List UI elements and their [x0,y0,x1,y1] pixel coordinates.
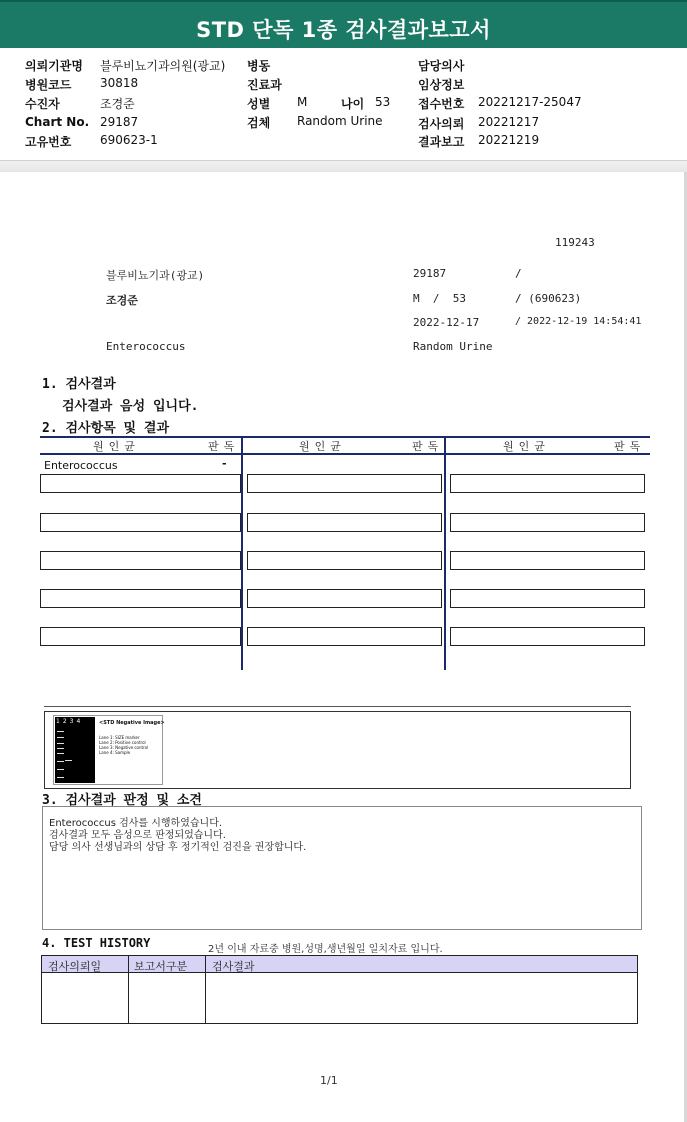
image-divider [44,706,631,707]
section1-summary: 검사결과 음성 입니다. [62,399,199,414]
gel-image [53,715,163,785]
finding-line: Enterococcus 검사를 시행하였습니다. [49,818,223,829]
patient-label: 수진자 [25,97,60,111]
grid-col-divider [444,436,446,670]
age-value: 53 [375,95,391,109]
result-cell [450,513,645,532]
gel-lane-label: Lane 3: Negative control [99,745,149,750]
col-result-header: 판독 [614,440,646,453]
history-header-row [42,956,637,973]
info-chart-no: 29187 [413,267,447,280]
col-organism-header: 원인균 [503,440,550,453]
header-divider [0,160,687,172]
history-col-type: 보고서구분 [134,960,188,973]
report-date-value: 20221219 [478,133,540,147]
info-slash: / [515,267,522,280]
result-cell [247,627,442,646]
info-request-date: 2022-12-17 [413,316,480,329]
finding-line: 검사결과 모두 음성으로 판정되었습니다. [49,830,226,841]
result-cell [40,589,241,608]
sex-label: 성별 [247,97,271,111]
history-col-result: 검사결과 [212,960,255,973]
section2-title: 2. 검사항목 및 결과 [42,421,170,436]
result-cell [247,474,442,493]
unique-no-value: 690623-1 [100,133,158,147]
dept-label: 진료과 [247,78,282,92]
patient-value: 조경준 [100,97,135,111]
report-date-label: 결과보고 [418,135,465,149]
result-cell [247,551,442,570]
unique-no-label: 고유번호 [25,135,72,149]
info-report-datetime: / 2022-12-19 14:54:41 [515,316,642,327]
result-cell [450,627,645,646]
request-date-label: 검사의뢰 [418,117,465,131]
finding-line: 담당 의사 선생님과의 상담 후 정기적인 검진을 권장합니다. [49,842,307,853]
col-result-header: 판독 [208,440,240,453]
result-cell [450,474,645,493]
client-value: 블루비뇨기과의원(광교) [100,59,226,73]
grid-col-divider [241,436,243,670]
col-organism-header: 원인균 [299,440,346,453]
col-organism-header: 원인균 [93,440,140,453]
info-clinic: 블루비뇨기과(광교) [106,269,205,282]
specimen-label: 검체 [247,116,271,130]
gel-caption: <STD Negative Image> [99,720,165,726]
receipt-no-value: 20221217-25047 [478,95,582,109]
result-cell [40,474,241,493]
info-patient: 조경준 [106,294,138,307]
history-note: 2년 이내 자료중 병원,성명,생년월일 일치자료 입니다. [208,944,443,955]
section1-title: 1. 검사결과 [42,377,116,392]
gel-photo [55,717,95,783]
page-number: 1/1 [320,1074,338,1087]
result-cell [450,589,645,608]
result-cell [40,627,241,646]
result-cell [450,551,645,570]
chart-no-value: 29187 [100,115,139,129]
ward-label: 병동 [247,59,271,73]
history-table [41,955,638,1024]
doctor-label: 담당의사 [418,59,465,73]
request-date-value: 20221217 [478,115,540,129]
result-cell [40,551,241,570]
report-title-bar [0,0,687,48]
result-organism: Enterococcus [44,459,118,472]
hospital-code-value: 30818 [100,76,139,90]
result-value: - [222,457,227,470]
gel-lane-label: Lane 1: SIZE marker [99,735,140,740]
report-code: 119243 [555,236,595,249]
section4-title: 4. TEST HISTORY [42,936,151,950]
result-cell [247,589,442,608]
col-result-header: 판독 [412,440,444,453]
result-cell [40,513,241,532]
result-cell [247,513,442,532]
sex-value: M [297,95,308,109]
history-col-date: 검사의뢰일 [48,960,102,973]
gel-lane-label: Lane 4: Sample [99,750,131,755]
section3-title: 3. 검사결과 판정 및 소견 [42,793,202,808]
receipt-no-label: 접수번호 [418,97,465,111]
info-sex-age: M / 53 [413,292,466,305]
specimen-value: Random Urine [297,114,383,128]
client-label: 의뢰기관명 [25,59,83,73]
report-title: STD 단독 1종 검사결과보고서 [196,18,491,42]
hospital-code-label: 병원코드 [25,78,72,92]
chart-no-label: Chart No. [25,115,90,129]
age-label: 나이 [341,97,365,111]
info-test-name: Enterococcus [106,340,186,353]
gel-lane-label: Lane 2: Positive control [99,740,146,745]
info-specimen: Random Urine [413,340,493,353]
info-birth: / (690623) [515,292,582,305]
gel-lane-numbers: 1234 [56,718,84,725]
clinical-info-label: 임상정보 [418,78,465,92]
